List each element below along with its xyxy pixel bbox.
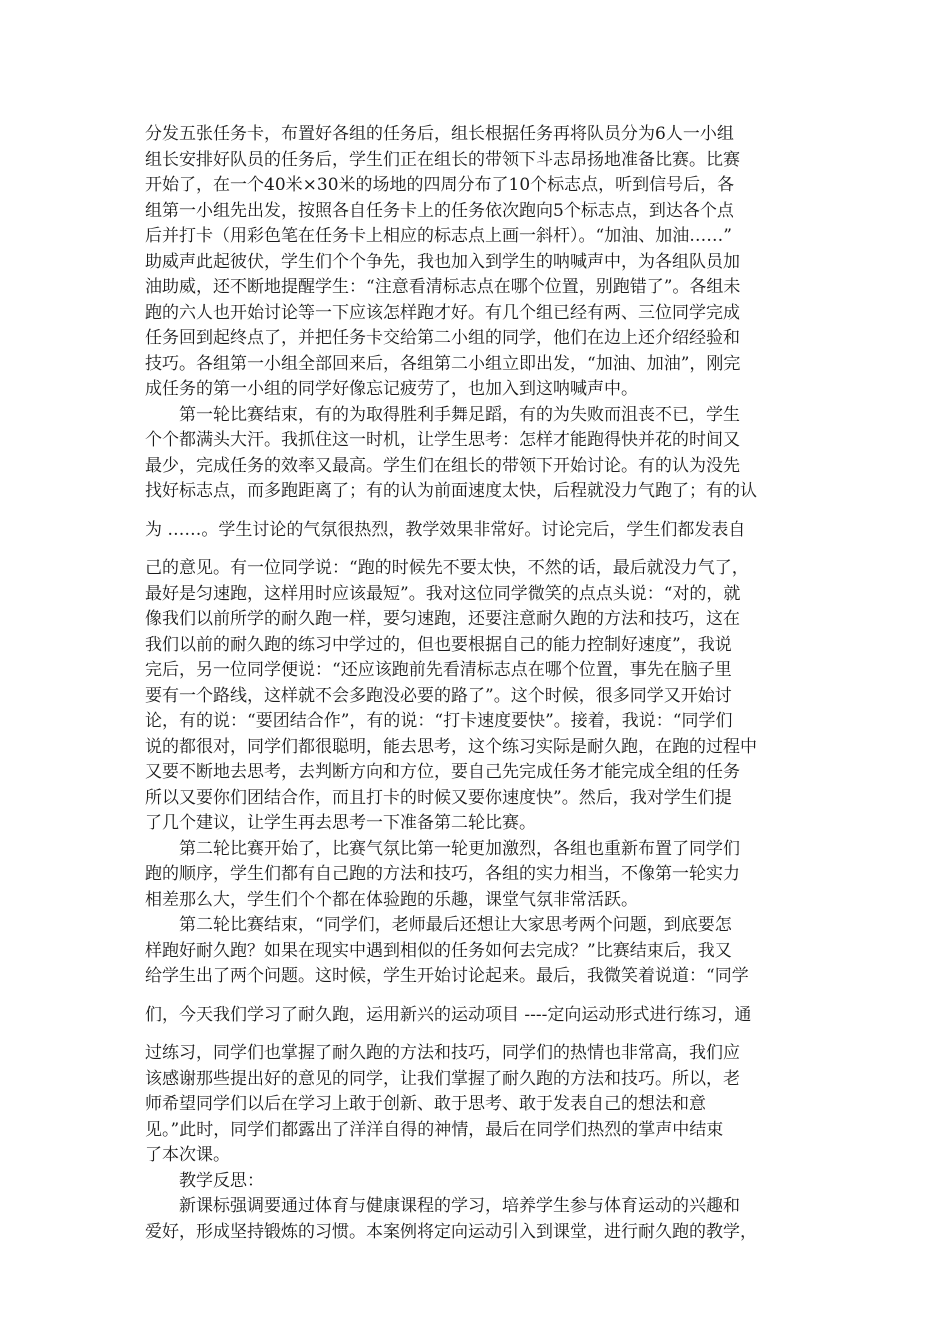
text-line: 技巧。各组第一小组全部回来后，各组第二小组立即出发，“加油、加油”，刚完: [145, 353, 741, 374]
paragraph-reflection: [145, 1194, 810, 1245]
text-line: 所以又要你们团结合作，而且打卡的时候又要你速度快”。然后，我对学生们提: [145, 787, 732, 808]
text-line: 助威声此起彼伏，学生们个个争先，我也加入到学生的呐喊声中，为各组队员加: [145, 251, 740, 272]
text-line: 任务回到起终点了，并把任务卡交给第二小组的同学，他们在边上还介绍经验和: [145, 328, 740, 348]
text-line: 过练习，同学们也掌握了耐久跑的方法和技巧，同学们的热情也非常高，我们应: [145, 1043, 740, 1063]
text-line: 们，今天我们学习了耐久跑，运用新兴的运动项目 ----定向运动形式进行练习，通: [145, 1004, 752, 1025]
text-line: 后并打卡（用彩色笔在任务卡上相应的标志点上画一斜杆）。“加油、加油……”: [145, 226, 732, 246]
text-line: 要有一个路线，这样就不会多跑没必要的路了”。这个时候，很多同学又开始讨: [145, 685, 732, 706]
text-line: 第一轮比赛结束，有的为取得胜利手舞足蹈，有的为失败而沮丧不已，学生: [179, 404, 740, 425]
text-line: 组第一小组先出发，按照各自任务卡上的任务依次跑向5个标志点，到达各个点: [145, 200, 734, 221]
text-line: 了本次课。: [145, 1145, 230, 1165]
text-line: 相差那么大，学生们个个都在体验跑的乐趣，课堂气氛非常活跃。: [145, 889, 638, 910]
text-line: 样跑好耐久跑？如果在现实中遇到相似的任务如何去完成？”比赛结束后，我又: [145, 940, 732, 961]
text-line: 爱好，形成坚持锻炼的习惯。本案例将定向运动引入到课堂，进行耐久跑的教学，: [145, 1221, 757, 1242]
text-line: 第二轮比赛开始了，比赛气氛比第一轮更加激烈，各组也重新布置了同学们: [179, 838, 740, 859]
text-line: 完后，另一位同学便说：“还应该跑前先看清标志点在哪个位置，事先在脑子里: [145, 660, 732, 680]
text-line: 了几个建议，让学生再去思考一下准备第二轮比赛。: [145, 813, 536, 833]
text-line: 说的都很对，同学们都很聪明，能去思考，这个练习实际是耐久跑，在跑的过程中: [145, 736, 757, 757]
text-line: 跑的六人也开始讨论等一下应该怎样跑才好。有几个组已经有两、三位同学完成: [145, 302, 740, 323]
text-line: 第二轮比赛结束，“同学们，老师最后还想让大家思考两个问题，到底要怎: [179, 915, 732, 935]
text-line: 见。”此时，同学们都露出了洋洋自得的神情，最后在同学们热烈的掌声中结束: [145, 1119, 724, 1140]
text-line: 个个都满头大汗。我抓住这一时机，让学生思考：怎样才能跑得快并花的时间又: [145, 430, 740, 450]
paragraph-conclusion: [145, 913, 810, 1169]
text-line: 我们以前的耐久跑的练习中学过的，但也要根据自己的能力控制好速度”，我说: [145, 634, 732, 655]
text-line: 论，有的说：“要团结合作”，有的说：“打卡速度要快”。接着，我说：“同学们: [145, 711, 733, 731]
text-line: 像我们以前所学的耐久跑一样，要匀速跑，还要注意耐久跑的方法和技巧，这在: [145, 609, 740, 629]
text-line: 又要不断地去思考，去判断方向和方位，要自己先完成任务才能完成全组的任务: [145, 762, 740, 782]
text-line: 最少，完成任务的效率又最高。学生们在组长的带领下开始讨论。有的认为没先: [145, 455, 740, 476]
text-line: 师希望同学们以后在学习上敢于创新、敢于思考、敢于发表自己的想法和意: [145, 1094, 706, 1114]
text-line: 开始了，在一个40米×30米的场地的四周分布了10个标志点，听到信号后，各: [145, 175, 735, 195]
text-line: 该感谢那些提出好的意见的同学，让我们掌握了耐久跑的方法和技巧。所以，老: [145, 1068, 740, 1089]
text-line: 跑的顺序，学生们都有自己跑的方法和技巧，各组的实力相当，不像第一轮实力: [145, 864, 740, 884]
section-heading: 教学反思：: [179, 1170, 264, 1191]
document-body: [145, 122, 810, 1245]
paragraph-second-round: [145, 837, 810, 914]
text-line: 最好是匀速跑，这样用时应该最短”。我对这位同学微笑的点点头说：“对的，就: [145, 583, 741, 604]
text-line: 给学生出了两个问题。这时候，学生开始讨论起来。最后，我微笑着说道：“同学: [145, 966, 749, 986]
text-line: 油助威，还不断地提醒学生：“注意看清标志点在哪个位置，别跑错了”。各组未: [145, 277, 741, 297]
text-line: 找好标志点，而多跑距离了；有的认为前面速度太快，后程就没力气跑了；有的认: [145, 481, 757, 501]
paragraph-first-round: [145, 403, 810, 837]
text-line: 组长安排好队员的任务后，学生们正在组长的带领下斗志昂扬地准备比赛。比赛: [145, 149, 740, 170]
text-line: 分发五张任务卡，布置好各组的任务后，组长根据任务再将队员分为6人一小组: [145, 124, 734, 144]
text-line: 新课标强调要通过体育与健康课程的学习，培养学生参与体育运动的兴趣和: [179, 1196, 740, 1216]
paragraph-reflection-heading: [145, 1169, 810, 1195]
text-line: 为 ……。学生讨论的气氛很热烈，教学效果非常好。讨论完后，学生们都发表自: [145, 519, 746, 540]
text-line: 己的意见。有一位同学说：“跑的时候先不要太快，不然的话，最后就没力气了，: [145, 558, 749, 578]
paragraph-race-description: [145, 122, 810, 403]
text-line: 成任务的第一小组的同学好像忘记疲劳了，也加入到这呐喊声中。: [145, 379, 638, 399]
